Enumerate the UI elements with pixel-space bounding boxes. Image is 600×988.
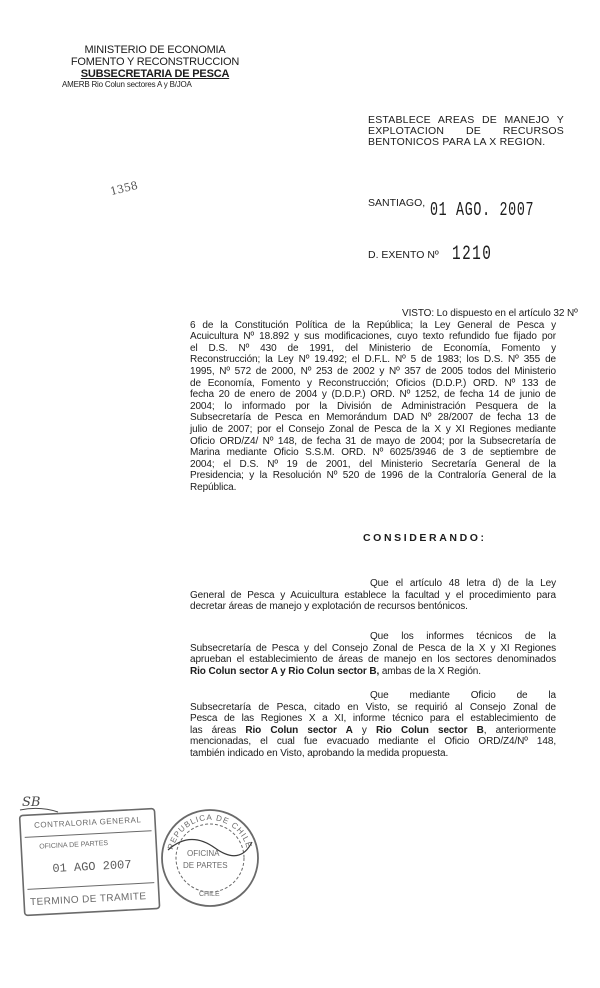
area-names: Rio Colun sector A y Rio Colun sector B, <box>190 665 380 677</box>
seal-center-line-2: DE PARTES <box>183 861 228 870</box>
considerando-line: decretar áreas de manejo y explotación de recursos bentónicos. <box>190 601 468 613</box>
seal-bottom-text: CHILE <box>199 891 220 898</box>
considerando-paragraph-1 <box>190 578 556 613</box>
visto-line: Acuicultura Nº 18.892 y sus modificaciones, cuyo texto refundido fue fijado por <box>190 331 556 343</box>
seal-arc-text: REPUBLICA DE CHILE <box>165 812 254 851</box>
seal-center-line-1: OFICINA <box>187 849 220 858</box>
visto-line: VISTO: Lo dispuesto en el artículo 32 Nº <box>402 308 578 319</box>
letterhead <box>60 44 250 90</box>
handwritten-note: 1358 <box>108 178 140 199</box>
area-name: Rio Colun sector B <box>376 724 484 736</box>
exento-number: 1210 <box>452 243 493 266</box>
file-reference: AMERB Rio Colun sectores A y B/JOA <box>62 80 192 89</box>
region-text: ambas de la X Región. <box>379 665 481 677</box>
stamp-divider <box>27 883 154 890</box>
considerando-heading: CONSIDERANDO: <box>363 532 487 544</box>
visto-line: 2004; lo informado por la División de Administración Pesquera de la <box>190 400 556 412</box>
considerando-line: Pesca de las Regiones X a XI, informe técnico para el establecimiento de <box>190 713 556 725</box>
visto-line: de Economía, Fomento y Reconstrucción; Oficios (D.D.P.) ORD. Nº 133 de <box>190 377 556 389</box>
considerando-line: Subsecretaría de Pesca y del Consejo Zonal de Pesca de la X y XI Regiones <box>190 642 556 654</box>
considerando-line <box>190 725 556 737</box>
visto-line: Presidencia; y la Resolución Nº 520 de 1996 de la Contraloría General de la <box>190 470 556 482</box>
text-fragment: , anteriormente <box>483 724 556 736</box>
considerando-line: Que el artículo 48 letra d) de la Ley <box>370 578 556 589</box>
considerando-line: también indicado en Visto, aprobando la medida propuesta. <box>190 747 449 759</box>
stamp-divider <box>25 831 152 838</box>
visto-line: Marina mediante Oficio S.S.M. ORD. Nº 6025/3946 de 3 de septiembre de <box>190 447 556 459</box>
visto-line: 1995, Nº 572 de 2000, Nº 253 de 2002 y Nº 357 de 2005 todos del Ministerio <box>190 365 556 377</box>
place: SANTIAGO, <box>368 197 426 209</box>
ministry-name: MINISTERIO DE ECONOMIA <box>84 44 226 56</box>
initials-underline <box>20 808 58 812</box>
visto-line: 6 de la Constitución Política de la República; la Ley General de Pesca y <box>190 319 556 331</box>
stamp-office-line-2: OFICINA DE PARTES <box>39 840 109 851</box>
visto-line: fecha 20 de enero de 2004 y (D.D.P.) ORD. Nº 1252, de fecha 14 de junio de <box>190 389 556 401</box>
exento-label: D. EXENTO Nº <box>368 249 439 261</box>
subject-line: EXPLOTACION DE RECURSOS <box>368 125 564 137</box>
visto-line: 2004; el D.S. Nº 19 de 2001, del Ministerio Secretaría General de la <box>190 458 556 470</box>
subject-line: ESTABLECE AREAS DE MANEJO Y <box>368 114 564 126</box>
stamp-date: 01 AGO 2007 <box>52 857 132 876</box>
considerando-line: aprueban el establecimiento de áreas de manejo en los sectores denominados <box>190 654 556 666</box>
decree-date: 01 AGO. 2007 <box>430 199 535 221</box>
considerando-line: General de Pesca y Acuicultura establece la facultad y el procedimiento para <box>190 589 556 601</box>
visto-paragraph <box>190 308 578 494</box>
round-seal <box>162 810 258 906</box>
area-name: Rio Colun sector A <box>245 724 353 736</box>
visto-line: Reconstrucción; la Ley Nº 19.492; el D.F.L. Nº 5 de 1983; los D.S. Nº 355 de <box>190 354 556 366</box>
considerando-paragraph-2 <box>190 631 556 677</box>
receipt-stamp <box>20 809 160 916</box>
subsecretaria-name: SUBSECRETARIA DE PESCA <box>80 68 230 80</box>
stamp-office-line-1: CONTRALORIA GENERAL <box>33 815 142 830</box>
stamp-bottom-text: TERMINO DE TRAMITE <box>29 891 147 909</box>
considerando-line: Que mediante Oficio de la <box>370 690 556 701</box>
considerando-paragraph-3 <box>190 690 556 760</box>
visto-line: julio de 2007; por el Consejo Zonal de Pesca de la X y XI Regiones mediante <box>190 423 556 435</box>
considerando-line: Que los informes técnicos de la <box>370 631 556 642</box>
considerando-line <box>190 666 556 678</box>
seal-inner-ring <box>176 824 244 892</box>
visto-line: Oficio ORD/Z4/ Nº 148, de fecha 31 de mayo de 2004; por la Subsecretaría de <box>190 435 556 447</box>
text-fragment: las áreas <box>190 724 246 736</box>
visto-line: el D.S. Nº 430 de 1991, del Ministerio de Economía, Fomento y <box>190 342 556 354</box>
considerando-line: Subsecretaría de Pesca, citado en Visto, se requirió al Consejo Zonal de <box>190 701 556 713</box>
ministry-name-2: FOMENTO Y RECONSTRUCCION <box>70 56 240 68</box>
stamps-graphic <box>0 790 300 930</box>
subject-block <box>368 115 564 148</box>
considerando-line: mencionadas, el cual fue evacuado mediante el Oficio ORD/Z4/Nº 148, <box>190 736 556 748</box>
subject-line: BENTONICOS PARA LA X REGION. <box>368 136 546 148</box>
handwritten-initials: SB <box>22 795 41 810</box>
visto-line: Subsecretaría de Pesca en Memorándum DAD Nº 28/2007 de fecha 13 de <box>190 412 556 424</box>
visto-line: República. <box>190 481 237 493</box>
text-fragment: y <box>352 724 376 736</box>
stamp-area <box>0 790 300 930</box>
